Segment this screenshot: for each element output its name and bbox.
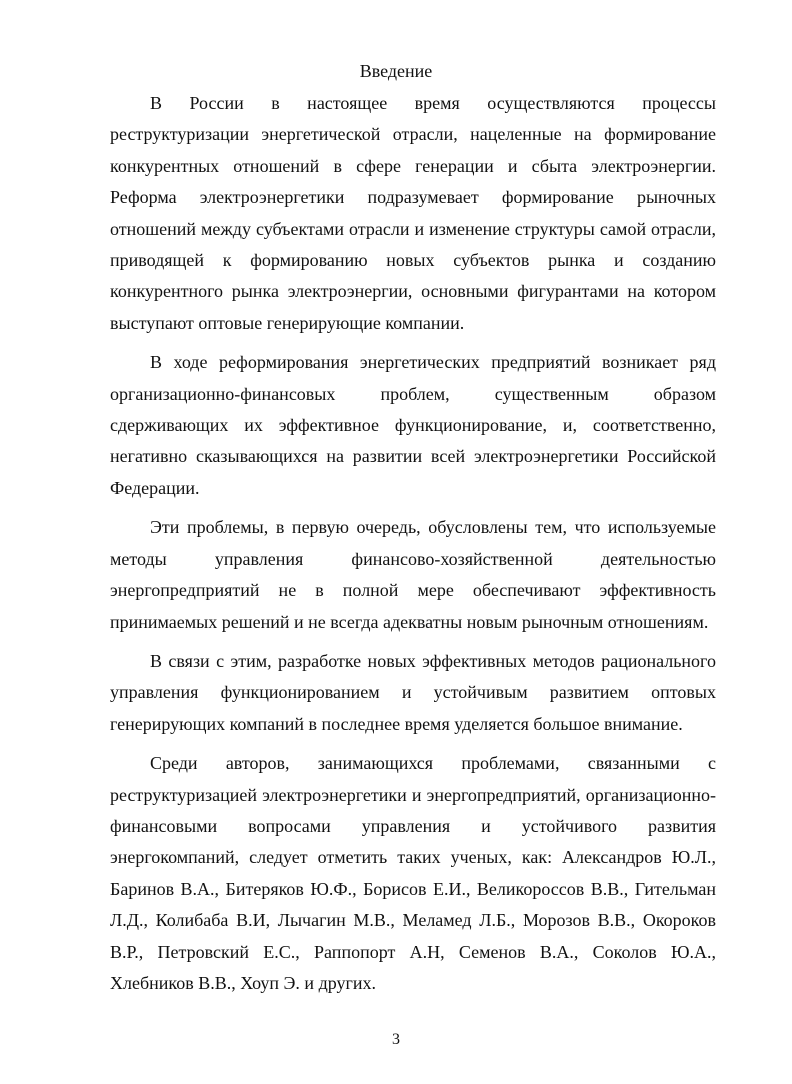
document-body [110,88,716,1007]
paragraph-4: В связи с этим, разработке новых эффективных методов рационального управления функционированием и устойчивым развитием оптовых генерирующих компаний в последнее время уделяется большое внимание. [110,650,716,734]
paragraph-2: В ходе реформирования энергетических предприятий возникает ряд организационно-финансовых проблем, существенным образом сдерживающих их эффективное функционирование, и, соответственно, негативно сказывающихся на развитии всей электроэнергетики Российской Федерации. [110,352,716,498]
paragraph-5: Среди авторов, занимающихся проблемами, связанными с реструктуризацией электроэнергетики и энергопредприятий, организационно-финансовыми вопросами управления и устойчивого развития энергокомпаний, следует отметить таких ученых, как: Александров Ю.Л., Баринов В.А., Битеряков Ю.Ф., Борисов Е.И., Великороссов В.В., Гительман Л.Д., Колибаба В.И, Лычагин М.В., Меламед Л.Б., Морозов В.В., Окороков В.Р., Петровский Е.С., Раппопорт А.Н, Семенов В.А., Соколов Ю.А., Хлебников В.В., Хоуп Э. и других. [110,753,716,993]
paragraph-1: В России в настоящее время осуществляются процессы реструктуризации энергетической отрасли, нацеленные на формирование конкурентных отношений в сфере генерации и сбыта электроэнергии. Реформа электроэнергетики подразумевает формирование рыночных отношений между субъектами отрасли и изменение структуры самой отрасли, приводящей к формированию новых субъектов рынка и созданию конкурентного рынка электроэнергии, основными фигурантами на котором выступают оптовые генерирующие компании. [110,93,716,333]
page-number: 3 [392,1031,400,1048]
page-title: Введение [359,61,433,81]
paragraph-3: Эти проблемы, в первую очередь, обусловлены тем, что используемые методы управления финансово-хозяйственной деятельностью энергопредприятий не в полной мере обеспечивают эффективность принимаемых решений и не всегда адекватны новым рыночным отношениям. [110,517,716,632]
